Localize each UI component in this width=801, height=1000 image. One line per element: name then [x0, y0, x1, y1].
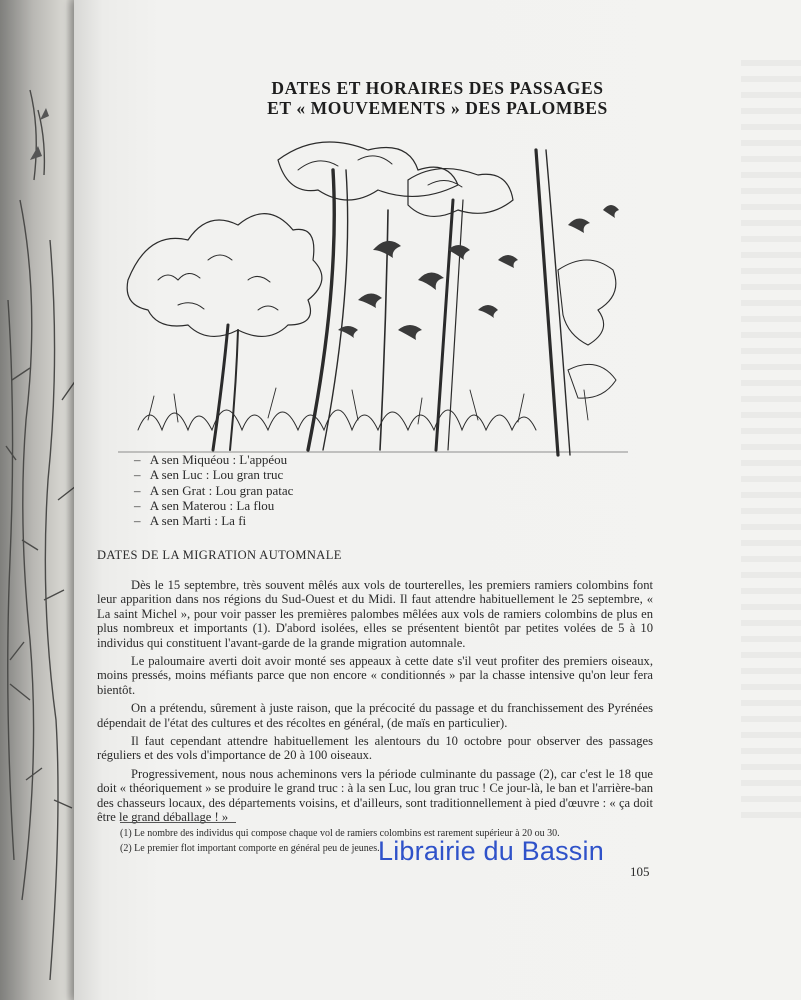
verse-line: – A sen Miquéou : L'appéou — [134, 452, 293, 467]
paragraph: Dès le 15 septembre, très souvent mêlés aux vols de tourterelles, les premiers ramiers colombins font leur apparition dans nos régions du Sud-Ouest et du Midi. Il faut attendre habituellement le 25 septembre, « La saint Michel », pour voir passer les premières palombes mêlées aux vols de ramiers colombins de plus en plus nombreux et importants (1). D'abord isolées, elles se présentent bientôt par petites volées de 5 à 10 individus qui constituent l'avant-garde de la grande migration automnale. — [97, 578, 653, 650]
forest-pigeons-illustration — [118, 130, 628, 460]
page-title-line-2: ET « MOUVEMENTS » DES PALOMBES — [267, 98, 608, 118]
paragraph: Le paloumaire averti doit avoir monté ses appeaux à cette date s'il veut profiter des premiers oiseaux, moins pressés, moins méfiants parce que non encore « conditionnés » par la chasse intensive qu'on leur fera bientôt. — [97, 654, 653, 697]
verse-line: – A sen Grat : Lou gran patac — [134, 483, 293, 498]
footnote-divider — [120, 822, 236, 823]
facing-page-edge — [0, 0, 82, 1000]
body-text — [97, 578, 653, 829]
paragraph: Progressivement, nous nous acheminons vers la période culminante du passage (2), car c'est le 18 que doit « théoriquement » se produire le grand truc : à la sen Luc, lou gran truc ! Ce jour-là, le ban et l'arrière-ban des chasseurs locaux, des départements voisins, et d'ailleurs, sont traditionnellement à pied d'œuvre : « ça doit être le grand déballage ! » — [97, 766, 653, 825]
facing-page-illustration — [0, 0, 82, 1000]
verse-line: – A sen Marti : La fi — [134, 513, 293, 528]
verse-line: – A sen Materou : La flou — [134, 498, 293, 513]
paragraph: On a prétendu, sûrement à juste raison, que la précocité du passage et du franchissement des Pyrénées dépendait de l'état des cultures et des récoltes en général, (de maïs en particulier). — [97, 701, 653, 730]
page-title-line-1: DATES ET HORAIRES DES PASSAGES — [271, 78, 604, 98]
verse-line: – A sen Luc : Lou gran truc — [134, 467, 293, 482]
section-heading: DATES DE LA MIGRATION AUTOMNALE — [97, 548, 342, 562]
watermark-text: Librairie du Bassin — [378, 836, 604, 866]
show-through-text — [741, 60, 801, 820]
footnote: (2) Le premier flot important comporte en général peu de jeunes. — [120, 843, 380, 854]
page-number: 105 — [630, 864, 650, 879]
footnote: (1) Le nombre des individus qui compose chaque vol de ramiers colombins est rarement supérieur à 20 ou 30. — [120, 828, 560, 839]
paragraph: Il faut cependant attendre habituellement les alentours du 10 octobre pour observer des passages réguliers et des vols d'importance de 20 à 100 oiseaux. — [97, 734, 653, 763]
verse-list — [134, 452, 293, 528]
